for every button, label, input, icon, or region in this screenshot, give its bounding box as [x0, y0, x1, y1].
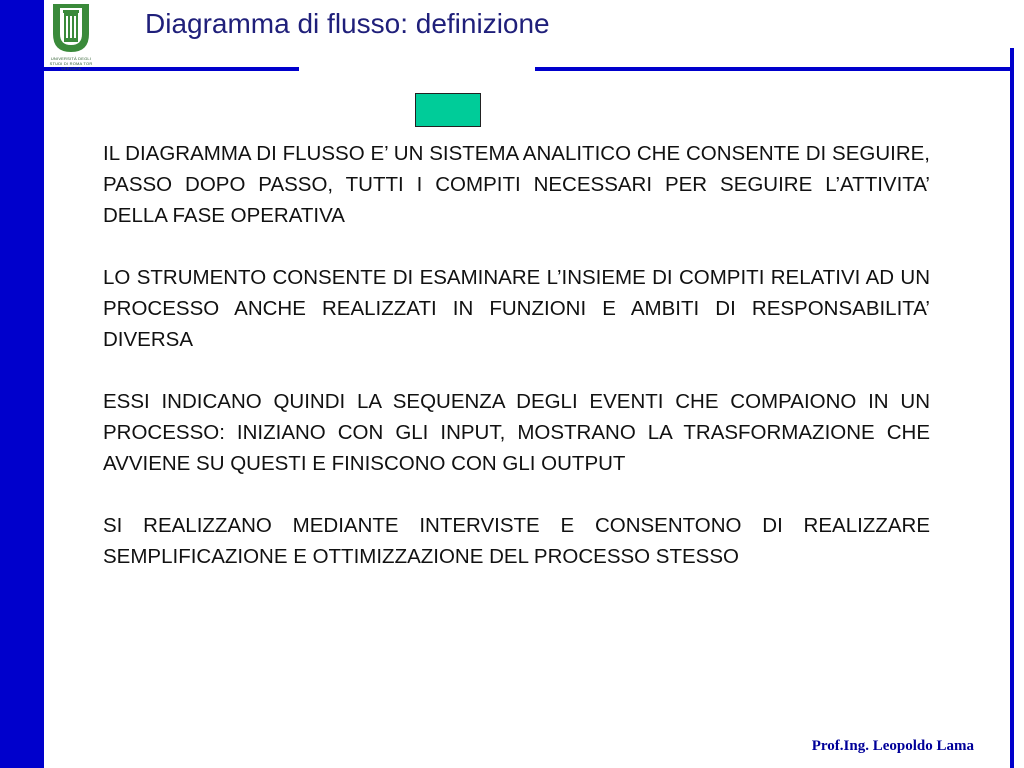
- university-logo: [46, 2, 96, 64]
- teal-rectangle-shape: [415, 93, 481, 127]
- footer-author: Prof.Ing. Leopoldo Lama: [811, 738, 974, 754]
- header-rule-right: [535, 67, 1014, 71]
- paragraph-tool: LO STRUMENTO CONSENTE DI ESAMINARE L’INSIEME DI COMPITI RELATIVI AD UN PROCESSO ANCHE REALIZZATI IN FUNZIONI E AMBITI DI RESPONSABILITA’ DIVERSA: [103, 266, 930, 351]
- paragraph-realization: SI REALIZZANO MEDIANTE INTERVISTE E CONSENTONO DI REALIZZARE SEMPLIFICAZIONE E OTTIMIZZAZIONE DEL PROCESSO STESSO: [103, 514, 930, 568]
- left-blue-bar: [0, 0, 44, 768]
- paragraph-definition: IL DIAGRAMMA DI FLUSSO E’ UN SISTEMA ANALITICO CHE CONSENTE DI SEGUIRE, PASSO DOPO PASSO, TUTTI I COMPITI NECESSARI PER SEGUIRE L’ATTIVITA’ DELLA FASE OPERATIVA: [103, 142, 930, 227]
- slide-title: Diagramma di flusso: definizione: [145, 8, 550, 39]
- slide-body: [103, 138, 930, 603]
- logo-caption: UNIVERSITÀ DEGLI STUDI DI ROMA TOR VERGATA: [49, 56, 93, 71]
- paragraph-sequence: ESSI INDICANO QUINDI LA SEQUENZA DEGLI EVENTI CHE COMPAIONO IN UN PROCESSO: INIZIANO CON GLI INPUT, MOSTRANO LA TRASFORMAZIONE CHE AVVIENE SU QUESTI E FINISCONO CON GLI OUTPUT: [103, 390, 930, 475]
- right-blue-rule: [1010, 48, 1014, 768]
- tower-logo-icon: [46, 2, 96, 56]
